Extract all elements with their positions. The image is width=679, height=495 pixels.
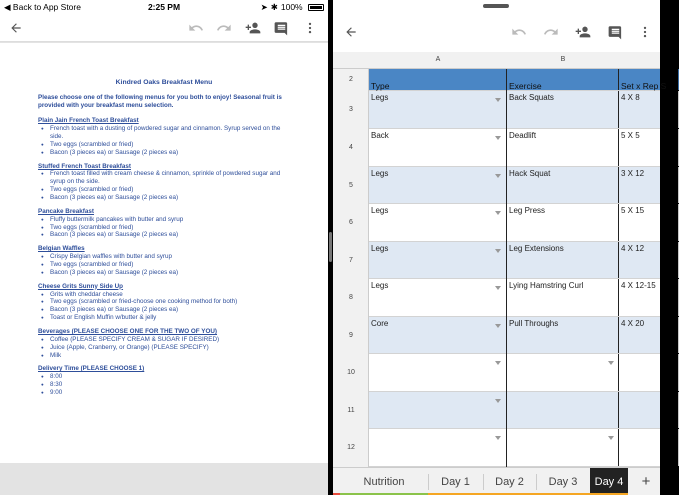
sets-cell[interactable]: 5 X 15 [619, 204, 679, 241]
menu-item: ● Coffee (PLEASE SPECIFY CREAM & SUGAR IF DESIRED) [50, 336, 290, 344]
sheets-pane [333, 0, 667, 495]
type-value: Legs [371, 169, 389, 178]
menu-item: ● Bacon (3 pieces ea) or Sausage (2 pieces ea) [50, 149, 290, 157]
sets-cell[interactable]: 5 X 5 [619, 129, 679, 166]
menu-item: ● French toast with a dusting of powdered sugar and cinnamon. Syrup served on the side. [50, 125, 290, 141]
add-person-icon[interactable] [243, 18, 263, 38]
dropdown-arrow-icon[interactable] [495, 174, 501, 178]
menu-item-list [38, 336, 318, 360]
sets-cell[interactable]: 4 X 12-15 [619, 279, 679, 316]
row-header-bar [333, 69, 369, 467]
table-row[interactable] [369, 91, 660, 129]
menu-section [38, 328, 318, 359]
menu-section [38, 163, 318, 202]
sets-cell[interactable]: 4 X 20 [619, 317, 679, 353]
row-number[interactable]: 10 [347, 369, 355, 376]
menu-sections [38, 117, 318, 397]
column-header-bar [333, 52, 660, 69]
redo-icon[interactable] [541, 22, 561, 42]
menu-item: ● Two eggs (scrambled or fried) [50, 141, 290, 149]
menu-item: ● Bacon (3 pieces ea) or Sausage (2 pieces ea) [50, 269, 290, 277]
column-divider [506, 69, 507, 467]
slide-over-grabber[interactable] [483, 4, 509, 8]
exercise-cell[interactable] [507, 317, 619, 353]
dropdown-arrow-icon[interactable] [495, 324, 501, 328]
exercise-cell[interactable] [507, 392, 619, 428]
menu-section [38, 208, 318, 239]
table-row[interactable] [369, 167, 660, 204]
sheets-toolbar [333, 12, 660, 52]
table-row[interactable] [369, 242, 660, 279]
dropdown-arrow-icon[interactable] [495, 361, 501, 365]
type-cell[interactable] [369, 167, 507, 203]
add-person-icon[interactable] [573, 22, 593, 42]
sheet-tab-day-2[interactable] [483, 468, 536, 495]
exercise-cell[interactable] [507, 91, 619, 128]
sets-cell[interactable] [619, 354, 679, 391]
row-number[interactable]: 7 [349, 256, 353, 264]
sets-cell[interactable]: 4 X 8 [619, 91, 679, 128]
menu-item-list [38, 373, 318, 397]
sheet-tab-label: Day 1 [441, 475, 470, 488]
menu-item: ● 9:00 [50, 389, 290, 397]
menu-item: ● 8:00 [50, 373, 290, 381]
row-number[interactable]: 3 [349, 106, 353, 113]
sets-cell[interactable] [619, 392, 679, 428]
menu-item: ● Bacon (3 pieces ea) or Sausage (2 pieces ea) [50, 231, 290, 239]
sheet-tab-label: Day 3 [548, 475, 578, 488]
type-cell[interactable] [369, 204, 507, 241]
dropdown-arrow-icon[interactable] [495, 249, 501, 253]
back-arrow-icon[interactable] [6, 18, 26, 38]
status-bar [0, 0, 328, 14]
type-value: Legs [371, 244, 389, 253]
row-number[interactable]: 11 [347, 406, 355, 414]
row-number[interactable]: 9 [349, 331, 353, 339]
column-header-b[interactable]: B [560, 56, 566, 63]
table-row[interactable] [369, 279, 660, 317]
exercise-cell[interactable] [507, 279, 619, 316]
exercise-value: Hack Squat [509, 169, 551, 178]
menu-section-title: Belgian Waffles [38, 245, 85, 253]
dropdown-arrow-icon[interactable] [495, 98, 501, 102]
type-value: Legs [371, 281, 389, 290]
sheet-tab-day-4[interactable] [590, 468, 628, 495]
menu-item: ● Grits with cheddar cheese [50, 291, 290, 299]
sheet-tab-day-3[interactable] [536, 468, 590, 495]
location-icon: ➤ [260, 2, 268, 12]
menu-item: ● Juice (Apple, Cranberry, or Orange) (PLEASE SPECIFY) [50, 344, 290, 352]
menu-item-list [38, 170, 318, 201]
comment-icon[interactable] [271, 18, 291, 38]
exercise-value: Back Squats [509, 93, 554, 102]
sheet-tab-label: Nutrition [363, 475, 405, 488]
docs-toolbar [0, 14, 328, 42]
type-value: Back [371, 131, 389, 140]
type-value: Core [371, 319, 389, 328]
menu-section [38, 365, 318, 396]
menu-item: ● Two eggs (scrambled or fried) [50, 224, 290, 232]
status-time: 2:25 PM [147, 2, 181, 12]
exercise-cell[interactable] [507, 129, 619, 166]
column-header-a[interactable]: A [435, 56, 441, 63]
menu-item: ● Toast or English Muffin w/butter & jelly [50, 314, 290, 322]
back-triangle-icon: ◀ [4, 2, 11, 12]
sheet-tab-label: Day 4 [594, 475, 624, 488]
exercise-cell[interactable] [507, 429, 619, 466]
battery-percent: 100% [280, 2, 303, 12]
sheet-tab-label: Day 2 [495, 475, 524, 488]
type-value: Legs [371, 93, 389, 102]
back-to-app-store-label: Back to App Store [12, 2, 81, 12]
spreadsheet-grid[interactable] [369, 69, 667, 467]
row-number[interactable]: 4 [349, 144, 353, 151]
document-page[interactable] [0, 43, 328, 463]
sheet-tab-hidden[interactable] [333, 468, 340, 495]
menu-item: ● Fluffy buttermilk pancakes with butter and syrup [50, 216, 290, 224]
header-type-cell[interactable]: Type [369, 69, 507, 90]
type-cell[interactable] [369, 129, 507, 166]
exercise-value: Pull Throughs [509, 319, 559, 328]
battery-icon [308, 4, 324, 11]
sheet-tabs [333, 467, 660, 495]
docs-pane [0, 0, 328, 495]
table-row[interactable] [369, 204, 660, 242]
menu-section [38, 245, 318, 276]
undo-icon[interactable] [509, 22, 529, 42]
type-cell[interactable] [369, 354, 507, 391]
dropdown-arrow-icon[interactable] [495, 399, 501, 403]
row-number[interactable]: 6 [349, 219, 353, 226]
row-number[interactable]: 8 [349, 294, 353, 301]
menu-section-title: Pancake Breakfast [38, 207, 95, 215]
type-cell[interactable] [369, 91, 507, 128]
more-vert-icon[interactable] [300, 18, 320, 38]
menu-section-title: Stuffed French Toast Breakfast [38, 162, 131, 170]
dropdown-arrow-icon[interactable] [608, 361, 614, 365]
bluetooth-icon: ✱ [270, 2, 278, 12]
menu-item-list [38, 216, 318, 240]
menu-item: ● Bacon (3 pieces ea) or Sausage (2 pieces ea) [50, 194, 290, 202]
menu-section [38, 117, 318, 156]
menu-item-list [38, 125, 318, 156]
menu-section-title: Delivery Time (PLEASE CHOOSE 1) [38, 365, 145, 373]
comment-icon[interactable] [605, 22, 625, 42]
table-row[interactable] [369, 429, 660, 467]
row-number[interactable]: 12 [347, 444, 355, 451]
exercise-cell[interactable] [507, 354, 619, 391]
sheet-tab-nutrition[interactable] [340, 468, 428, 495]
menu-item: ● Bacon (3 pieces ea) or Sausage (2 pieces ea) [50, 306, 290, 314]
dropdown-arrow-icon[interactable] [495, 136, 501, 140]
menu-section-title: Plain Jain French Toast Breakfast [38, 117, 139, 125]
menu-section-title: Cheese Grits Sunny Side Up [38, 282, 124, 290]
row-number[interactable]: 2 [349, 76, 353, 83]
doc-intro: Please choose one of the following menus for you both to enjoy! Seasonal fruit is provided with your breakfast menu selection. [38, 94, 282, 110]
menu-item: ● Two eggs (scrambled or fried) [50, 261, 290, 269]
more-vert-icon[interactable] [635, 22, 655, 42]
dropdown-arrow-icon[interactable] [495, 286, 501, 290]
type-cell[interactable] [369, 429, 507, 466]
type-cell[interactable] [369, 392, 507, 428]
back-arrow-icon[interactable] [341, 22, 361, 42]
type-cell[interactable] [369, 242, 507, 278]
exercise-cell[interactable] [507, 204, 619, 241]
menu-section-title: Beverages (PLEASE CHOOSE ONE FOR THE TWO OF YOU) [38, 327, 218, 335]
add-sheet-icon[interactable]: + [641, 473, 651, 490]
exercise-value: Leg Press [509, 206, 546, 215]
type-cell[interactable] [369, 317, 507, 353]
table-row[interactable] [369, 129, 660, 167]
menu-item: ● 8:30 [50, 381, 290, 389]
undo-icon[interactable] [186, 18, 206, 38]
menu-section [38, 283, 318, 322]
menu-item: ● French toast filled with cream cheese & cinnamon, sprinkle of powdered sugar and syrup on the side. [50, 170, 290, 186]
header-sets-cell[interactable]: Set x Rep S [619, 69, 679, 90]
sets-cell[interactable] [619, 429, 679, 466]
header-exercise-cell[interactable]: Exercise [507, 69, 619, 90]
exercise-cell[interactable] [507, 167, 619, 203]
doc-title: Kindred Oaks Breakfast Menu [115, 79, 213, 86]
menu-item: ● Crispy Belgian waffles with butter and syrup [50, 253, 290, 261]
menu-item-list [38, 253, 318, 277]
menu-item-list [38, 291, 318, 322]
exercise-cell[interactable] [507, 242, 619, 278]
dropdown-arrow-icon[interactable] [608, 436, 614, 440]
type-value: Legs [371, 206, 389, 215]
type-cell[interactable] [369, 279, 507, 316]
exercise-value: Leg Extensions [509, 244, 564, 253]
exercise-value: Lying Hamstring Curl [509, 281, 584, 290]
redo-icon[interactable] [214, 18, 234, 38]
menu-item: ● Two eggs (scrambled or fried) [50, 186, 290, 194]
table-header-row[interactable] [369, 69, 667, 91]
exercise-value: Deadlift [509, 131, 537, 140]
sheet-tab-day-1[interactable] [428, 468, 483, 495]
sets-cell[interactable]: 3 X 12 [619, 167, 679, 203]
dropdown-arrow-icon[interactable] [495, 436, 501, 440]
divider-handle[interactable] [329, 232, 332, 262]
sets-cell[interactable]: 4 X 12 [619, 242, 679, 278]
dropdown-arrow-icon[interactable] [495, 211, 501, 215]
menu-item: ● Two eggs (scrambled or fried-choose one cooking method for both) [50, 298, 290, 306]
table-row[interactable] [369, 317, 660, 354]
menu-item: ● Milk [50, 352, 290, 360]
status-right [258, 2, 324, 13]
table-row[interactable] [369, 354, 660, 392]
row-number[interactable]: 5 [349, 181, 353, 189]
table-row[interactable] [369, 392, 660, 429]
